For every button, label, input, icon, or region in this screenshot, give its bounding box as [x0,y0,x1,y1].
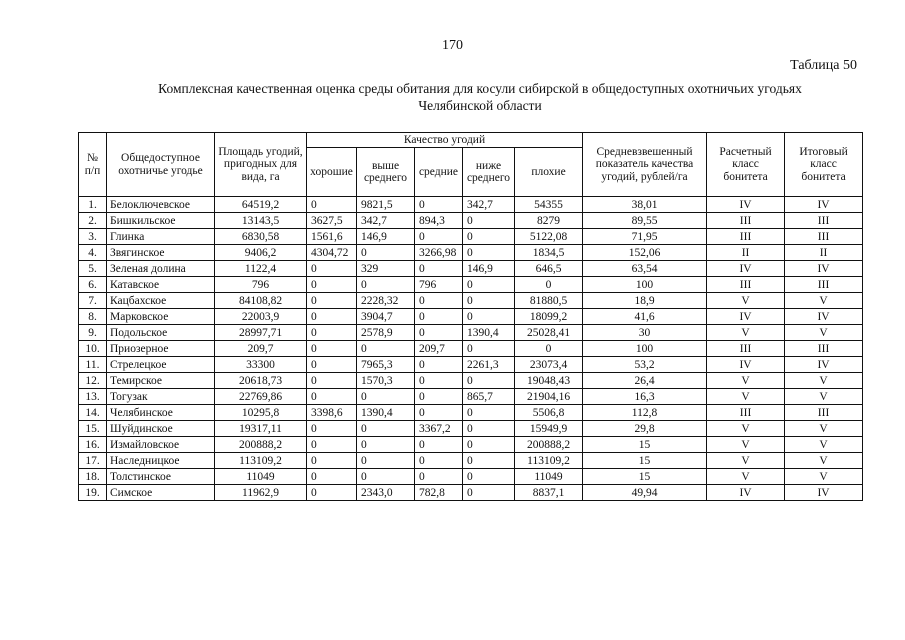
cell-below-avg: 0 [463,277,515,293]
cell-final-class: V [785,421,863,437]
cell-weighted: 38,01 [583,197,707,213]
cell-num: 15. [79,421,107,437]
cell-below-avg: 0 [463,485,515,501]
table-row [79,437,863,453]
cell-final-class: V [785,293,863,309]
quality-table [78,132,863,501]
cell-calc-class: III [707,405,785,421]
cell-below-avg: 0 [463,341,515,357]
cell-weighted: 15 [583,437,707,453]
cell-good: 1561,6 [307,229,357,245]
cell-final-class: IV [785,485,863,501]
cell-area: 113109,2 [215,453,307,469]
cell-weighted: 63,54 [583,261,707,277]
cell-below-avg: 0 [463,437,515,453]
cell-area: 796 [215,277,307,293]
cell-num: 5. [79,261,107,277]
cell-good: 3398,6 [307,405,357,421]
cell-good: 3627,5 [307,213,357,229]
cell-name: Зеленая долина [107,261,215,277]
cell-avg: 0 [415,389,463,405]
cell-weighted: 89,55 [583,213,707,229]
cell-weighted: 16,3 [583,389,707,405]
header-num: № п/п [79,133,107,197]
cell-good: 0 [307,309,357,325]
cell-calc-class: III [707,341,785,357]
cell-name: Бишкильское [107,213,215,229]
cell-calc-class: V [707,389,785,405]
cell-name: Белоключевское [107,197,215,213]
cell-below-avg: 2261,3 [463,357,515,373]
table-label: Таблица 50 [790,58,857,73]
cell-good: 0 [307,261,357,277]
cell-avg: 0 [415,357,463,373]
cell-good: 0 [307,373,357,389]
table-row [79,325,863,341]
cell-num: 7. [79,293,107,309]
cell-area: 9406,2 [215,245,307,261]
cell-num: 8. [79,309,107,325]
cell-above-avg: 0 [357,469,415,485]
cell-area: 1122,4 [215,261,307,277]
table-row [79,197,863,213]
table-row [79,373,863,389]
cell-final-class: III [785,277,863,293]
cell-name: Приозерное [107,341,215,357]
table-row [79,389,863,405]
cell-poor: 15949,9 [515,421,583,437]
table-row [79,229,863,245]
cell-poor: 8837,1 [515,485,583,501]
cell-calc-class: V [707,421,785,437]
cell-area: 10295,8 [215,405,307,421]
cell-below-avg: 0 [463,453,515,469]
cell-poor: 0 [515,277,583,293]
cell-below-avg: 0 [463,229,515,245]
cell-area: 33300 [215,357,307,373]
table-row [79,309,863,325]
table-row [79,245,863,261]
cell-below-avg: 865,7 [463,389,515,405]
cell-good: 0 [307,453,357,469]
cell-poor: 646,5 [515,261,583,277]
cell-poor: 21904,16 [515,389,583,405]
cell-calc-class: IV [707,197,785,213]
cell-avg: 0 [415,437,463,453]
header-calc-class: Расчетный класс бонитета [707,133,785,197]
cell-name: Подольское [107,325,215,341]
cell-above-avg: 3904,7 [357,309,415,325]
cell-weighted: 18,9 [583,293,707,309]
cell-num: 2. [79,213,107,229]
cell-calc-class: IV [707,309,785,325]
cell-avg: 0 [415,325,463,341]
cell-weighted: 71,95 [583,229,707,245]
cell-name: Темирское [107,373,215,389]
cell-name: Глинка [107,229,215,245]
cell-name: Тогузак [107,389,215,405]
cell-area: 84108,82 [215,293,307,309]
cell-below-avg: 0 [463,405,515,421]
cell-below-avg: 0 [463,213,515,229]
cell-good: 4304,72 [307,245,357,261]
table-row [79,453,863,469]
table-row [79,277,863,293]
cell-avg: 782,8 [415,485,463,501]
cell-good: 0 [307,389,357,405]
cell-calc-class: IV [707,485,785,501]
cell-above-avg: 0 [357,341,415,357]
cell-name: Звягинское [107,245,215,261]
cell-below-avg: 0 [463,421,515,437]
cell-final-class: V [785,325,863,341]
cell-name: Катавское [107,277,215,293]
cell-avg: 0 [415,453,463,469]
table-row [79,469,863,485]
cell-calc-class: V [707,453,785,469]
cell-name: Симское [107,485,215,501]
cell-area: 6830,58 [215,229,307,245]
cell-weighted: 29,8 [583,421,707,437]
cell-below-avg: 1390,4 [463,325,515,341]
cell-avg: 894,3 [415,213,463,229]
header-quality: Качество угодий [307,133,583,148]
cell-poor: 8279 [515,213,583,229]
cell-weighted: 100 [583,341,707,357]
cell-num: 19. [79,485,107,501]
cell-num: 12. [79,373,107,389]
cell-above-avg: 0 [357,277,415,293]
header-final-class: Итоговый класс бонитета [785,133,863,197]
cell-poor: 200888,2 [515,437,583,453]
cell-area: 20618,73 [215,373,307,389]
cell-weighted: 41,6 [583,309,707,325]
cell-area: 13143,5 [215,213,307,229]
cell-num: 4. [79,245,107,261]
cell-below-avg: 0 [463,469,515,485]
cell-final-class: II [785,245,863,261]
cell-good: 0 [307,469,357,485]
cell-good: 0 [307,421,357,437]
cell-final-class: V [785,373,863,389]
cell-weighted: 15 [583,453,707,469]
cell-num: 1. [79,197,107,213]
cell-name: Челябинское [107,405,215,421]
cell-final-class: III [785,229,863,245]
cell-poor: 113109,2 [515,453,583,469]
cell-name: Толстинское [107,469,215,485]
cell-above-avg: 7965,3 [357,357,415,373]
cell-final-class: III [785,213,863,229]
cell-above-avg: 0 [357,389,415,405]
table-row [79,405,863,421]
cell-good: 0 [307,341,357,357]
cell-poor: 54355 [515,197,583,213]
cell-calc-class: II [707,245,785,261]
cell-final-class: V [785,453,863,469]
header-area: Площадь угодий, пригодных для вида, га [215,133,307,197]
cell-name: Наследницкое [107,453,215,469]
cell-num: 17. [79,453,107,469]
cell-name: Стрелецкое [107,357,215,373]
cell-good: 0 [307,325,357,341]
cell-final-class: IV [785,261,863,277]
page-number: 170 [442,38,463,53]
cell-below-avg: 0 [463,309,515,325]
cell-avg: 0 [415,373,463,389]
cell-avg: 0 [415,197,463,213]
cell-good: 0 [307,293,357,309]
cell-area: 28997,71 [215,325,307,341]
cell-above-avg: 9821,5 [357,197,415,213]
cell-above-avg: 0 [357,245,415,261]
cell-above-avg: 146,9 [357,229,415,245]
cell-name: Измайловское [107,437,215,453]
cell-num: 3. [79,229,107,245]
cell-calc-class: IV [707,261,785,277]
cell-num: 9. [79,325,107,341]
cell-good: 0 [307,485,357,501]
cell-num: 16. [79,437,107,453]
cell-above-avg: 329 [357,261,415,277]
cell-above-avg: 342,7 [357,213,415,229]
table-row [79,485,863,501]
table-row [79,261,863,277]
cell-below-avg: 0 [463,293,515,309]
cell-below-avg: 342,7 [463,197,515,213]
cell-final-class: IV [785,197,863,213]
cell-above-avg: 2343,0 [357,485,415,501]
cell-calc-class: III [707,213,785,229]
cell-avg: 0 [415,229,463,245]
cell-poor: 25028,41 [515,325,583,341]
cell-weighted: 30 [583,325,707,341]
cell-avg: 209,7 [415,341,463,357]
cell-area: 64519,2 [215,197,307,213]
header-weighted: Средневзвешенный показатель качества угодий, рублей/га [583,133,707,197]
cell-above-avg: 2228,32 [357,293,415,309]
cell-calc-class: III [707,277,785,293]
cell-final-class: III [785,341,863,357]
cell-avg: 0 [415,261,463,277]
cell-avg: 3367,2 [415,421,463,437]
cell-calc-class: IV [707,357,785,373]
cell-avg: 796 [415,277,463,293]
cell-weighted: 112,8 [583,405,707,421]
cell-weighted: 49,94 [583,485,707,501]
cell-final-class: IV [785,357,863,373]
table-body [79,197,863,501]
cell-good: 0 [307,357,357,373]
cell-num: 14. [79,405,107,421]
cell-calc-class: V [707,469,785,485]
cell-poor: 18099,2 [515,309,583,325]
table-row [79,357,863,373]
cell-above-avg: 0 [357,437,415,453]
cell-area: 22003,9 [215,309,307,325]
cell-area: 22769,86 [215,389,307,405]
cell-final-class: V [785,389,863,405]
cell-avg: 0 [415,469,463,485]
cell-poor: 23073,4 [515,357,583,373]
table-row [79,421,863,437]
cell-calc-class: V [707,325,785,341]
cell-weighted: 15 [583,469,707,485]
cell-poor: 19048,43 [515,373,583,389]
cell-above-avg: 1390,4 [357,405,415,421]
cell-final-class: V [785,469,863,485]
cell-good: 0 [307,197,357,213]
cell-name: Кацбахское [107,293,215,309]
header-below-avg: ниже среднего [463,148,515,197]
cell-poor: 5506,8 [515,405,583,421]
cell-num: 13. [79,389,107,405]
cell-below-avg: 0 [463,373,515,389]
title-line-2: Челябинской области [418,98,542,113]
cell-avg: 0 [415,405,463,421]
cell-num: 6. [79,277,107,293]
cell-final-class: III [785,405,863,421]
cell-area: 200888,2 [215,437,307,453]
cell-weighted: 100 [583,277,707,293]
cell-weighted: 152,06 [583,245,707,261]
cell-above-avg: 0 [357,421,415,437]
header-avg: средние [415,148,463,197]
cell-area: 19317,11 [215,421,307,437]
cell-name: Марковское [107,309,215,325]
cell-calc-class: V [707,373,785,389]
cell-area: 209,7 [215,341,307,357]
cell-calc-class: V [707,293,785,309]
cell-final-class: V [785,437,863,453]
header-above-avg: выше среднего [357,148,415,197]
cell-num: 11. [79,357,107,373]
cell-calc-class: V [707,437,785,453]
cell-below-avg: 0 [463,245,515,261]
cell-below-avg: 146,9 [463,261,515,277]
cell-weighted: 26,4 [583,373,707,389]
cell-weighted: 53,2 [583,357,707,373]
cell-above-avg: 2578,9 [357,325,415,341]
cell-area: 11049 [215,469,307,485]
cell-num: 10. [79,341,107,357]
cell-poor: 81880,5 [515,293,583,309]
cell-calc-class: III [707,229,785,245]
table-row [79,341,863,357]
cell-avg: 0 [415,293,463,309]
header-name: Общедоступное охотничье угодье [107,133,215,197]
cell-above-avg: 1570,3 [357,373,415,389]
cell-avg: 3266,98 [415,245,463,261]
header-good: хорошие [307,148,357,197]
document-title [90,80,870,114]
header-poor: плохие [515,148,583,197]
cell-avg: 0 [415,309,463,325]
cell-name: Шуйдинское [107,421,215,437]
title-line-1: Комплексная качественная оценка среды обитания для косули сибирской в общедоступных охотничьих угодьях [158,81,802,96]
cell-area: 11962,9 [215,485,307,501]
cell-poor: 11049 [515,469,583,485]
cell-good: 0 [307,277,357,293]
cell-above-avg: 0 [357,453,415,469]
table-row [79,293,863,309]
cell-good: 0 [307,437,357,453]
cell-poor: 0 [515,341,583,357]
cell-num: 18. [79,469,107,485]
cell-poor: 5122,08 [515,229,583,245]
cell-final-class: IV [785,309,863,325]
cell-poor: 1834,5 [515,245,583,261]
table-row [79,213,863,229]
